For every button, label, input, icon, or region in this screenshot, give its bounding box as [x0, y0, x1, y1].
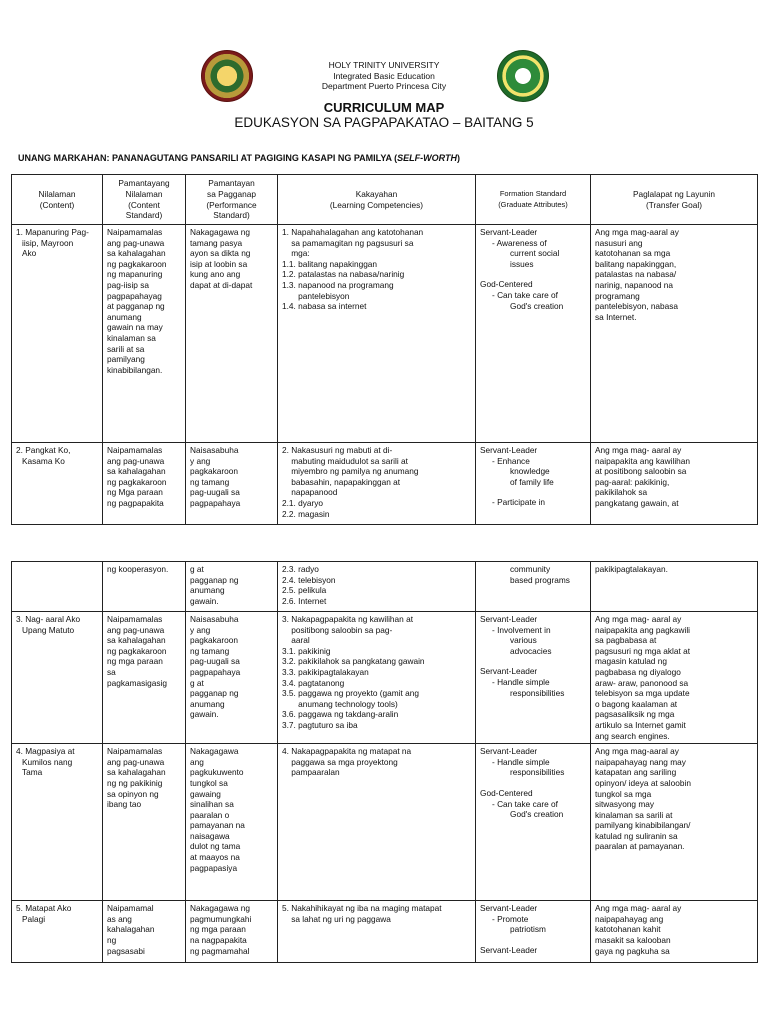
- content-standard-line: sa kahalagahan: [107, 635, 166, 646]
- performance-standard-line: pagpapahaya: [190, 497, 241, 508]
- formation-bullet: of family life: [510, 476, 554, 487]
- school-name: HOLY TRINITY UNIVERSITY: [328, 60, 440, 70]
- col-header-line: Pamantayan: [208, 178, 255, 189]
- formation-heading: God-Centered: [480, 279, 533, 290]
- transfer-line: Ang mga mag- aaral ay: [595, 614, 682, 624]
- content-standard-line: ang pag-unawa: [107, 624, 165, 635]
- content-standard-line: ng pagpapakita: [107, 497, 164, 508]
- content-standard-line: kinalaman sa: [107, 332, 156, 343]
- transfer-line: pagsasaliksik ng mga: [595, 709, 675, 720]
- transfer-line: o bagong kaalaman at: [595, 698, 678, 709]
- formation-bullet: various: [510, 635, 537, 646]
- quarter-heading: [18, 153, 460, 163]
- formation-bullet: - Handle simple: [492, 676, 550, 687]
- performance-standard-line: pagpapasiya: [190, 862, 238, 873]
- school-unit: Integrated Basic Education: [333, 70, 435, 81]
- col-header-line: (Content: [128, 199, 160, 210]
- performance-standard-line: tamang pasya: [190, 237, 243, 248]
- transfer-line: pagbabasa ng diyalogo: [595, 666, 681, 677]
- col-header-content: [12, 175, 103, 225]
- transfer-line: narinig, napanood na: [595, 279, 673, 290]
- transfer-line: paaralan at pamayanan.: [595, 841, 685, 852]
- content-standard-line: sarili at sa: [107, 343, 145, 354]
- content-standard-line: ng mapanuring: [107, 269, 163, 280]
- col-header-line: (Transfer Goal): [646, 199, 702, 210]
- transfer-line: opinyon/ ideya at saloobin: [595, 777, 691, 788]
- formation-bullet: - Can take care of: [492, 798, 558, 809]
- transfer-line: naipapakita ang kawilihan: [595, 455, 691, 466]
- spacer: [480, 487, 586, 497]
- content-standard-line: pag-iisip sa: [107, 279, 149, 290]
- performance-standard-line: anumang: [190, 698, 225, 709]
- performance-standard-line: dulot ng tama: [190, 841, 241, 852]
- performance-standard-line: ayon sa dikta ng: [190, 248, 251, 259]
- performance-standard-line: gawaing: [190, 788, 221, 799]
- competencies-cell: [278, 901, 476, 963]
- col-header-line: (Learning Competencies): [329, 199, 424, 210]
- content-standard-line: ng pagkakaroon: [107, 645, 167, 656]
- table-row: [12, 225, 758, 443]
- formation-bullet: current social: [510, 248, 560, 259]
- content-cell: [12, 225, 103, 443]
- spacer: [480, 935, 586, 945]
- performance-standard-cell: [186, 562, 278, 612]
- performance-standard-line: isip at loobin sa: [190, 258, 248, 269]
- content-line: Palagi: [22, 913, 46, 924]
- transfer-line: gaya ng pagkuha sa: [595, 945, 670, 956]
- formation-bullet: patriotism: [510, 924, 546, 935]
- content-standard-line: ng Mga paraan: [107, 487, 163, 498]
- formation-cell: [476, 612, 591, 744]
- content-standard-line: at pagganap ng: [107, 301, 165, 312]
- content-standard-line: sa kahalagahan: [107, 248, 166, 259]
- transfer-line: kinalaman sa sarili at: [595, 809, 673, 820]
- formation-bullet: - Promote: [492, 913, 529, 924]
- content-standard-line: ibang tao: [107, 799, 142, 810]
- formation-heading: Servant-Leader: [480, 746, 538, 757]
- school-header: [0, 60, 768, 92]
- performance-standard-line: Naisasabuha: [190, 614, 239, 624]
- competency-line: sa lahat ng uri ng paggawa: [282, 913, 391, 924]
- content-standard-line: kahalagahan: [107, 924, 155, 935]
- performance-standard-line: pagganap ng: [190, 574, 239, 585]
- formation-bullet: responsibilities: [510, 767, 565, 778]
- transfer-line: katotohanan sa mga: [595, 248, 671, 259]
- competency-line: 2. Nakasusuri ng mabuti at di-: [282, 445, 393, 455]
- school-location: Department Puerto Princesa City: [321, 81, 447, 91]
- performance-standard-cell: [186, 612, 278, 744]
- competency-line: 1.3. napanood na programang: [282, 279, 394, 290]
- formation-bullet: God's creation: [510, 809, 564, 820]
- quarter-heading-prefix: UNANG MARKAHAN: PANANAGUTANG PANSARILI AT PAGIGING KASAPI NG PAMILYA (: [18, 153, 398, 163]
- formation-heading: Servant-Leader: [480, 944, 538, 955]
- transfer-line: pakikipagtalakayan.: [595, 564, 668, 574]
- quarter-heading-suffix: ): [457, 153, 460, 163]
- competency-line: 2.4. telebisyon: [282, 574, 336, 585]
- content-standard-cell: [103, 612, 186, 744]
- competency-line: 3.5. paggawa ng proyekto (gamit ang: [282, 688, 419, 699]
- competency-line: mabuting maidudulot sa sarili at: [282, 455, 408, 466]
- table-row: [12, 562, 758, 612]
- performance-standard-line: na nagpapakita: [190, 934, 247, 945]
- content-standard-line: ang pag-unawa: [107, 455, 165, 466]
- formation-bullet: God's creation: [510, 300, 564, 311]
- content-standard-line: ng kooperasyon.: [107, 564, 169, 574]
- col-header-formation: [476, 175, 591, 225]
- performance-standard-line: tungkol sa: [190, 777, 228, 788]
- performance-standard-line: ng pagmamahal: [190, 945, 250, 956]
- formation-cell: [476, 562, 591, 612]
- competency-line: 5. Nakahihikayat ng iba na maging matapat: [282, 903, 442, 914]
- competency-line: 3.2. pakikilahok sa pangkatang gawain: [282, 656, 425, 667]
- content-standard-line: ng pagkakaroon: [107, 258, 167, 269]
- content-standard-cell: [103, 901, 186, 963]
- competency-line: 3.7. pagtuturo sa iba: [282, 719, 358, 730]
- formation-line: community: [510, 564, 551, 574]
- competency-line: 4. Nakapagpapakita ng matapat na: [282, 746, 412, 757]
- performance-standard-line: sinalihan sa: [190, 799, 234, 810]
- transfer-line: pagsusuri ng mga aklat at: [595, 645, 691, 656]
- performance-standard-line: Nakagagawa: [190, 746, 239, 757]
- performance-standard-line: pagkakaroon: [190, 635, 238, 646]
- performance-standard-cell: [186, 744, 278, 901]
- content-standard-line: ng: [107, 934, 117, 945]
- transfer-line: pag-aaral: pakikinig,: [595, 476, 670, 487]
- transfer-line: pantelebisyon, nabasa: [595, 301, 679, 312]
- competency-line: 1.1. balitang napakinggan: [282, 258, 378, 269]
- content-standard-line: pagsasabi: [107, 945, 145, 956]
- competency-line: 2.5. pelikula: [282, 585, 327, 596]
- col-header-transfer: [591, 175, 758, 225]
- formation-bullet: - Participate in: [492, 497, 546, 508]
- transfer-line: artikulo sa Internet gamit: [595, 719, 686, 730]
- content-standard-line: sa kahalagahan: [107, 767, 166, 778]
- transfer-line: tungkol sa mga: [595, 788, 652, 799]
- content-cell: [12, 562, 103, 612]
- competency-line: pampaaralan: [282, 767, 340, 778]
- col-header-line: Nilalaman: [125, 188, 163, 199]
- col-header-line: (Content): [39, 199, 75, 210]
- transfer-line: nasusuri ang: [595, 237, 643, 248]
- spacer: [480, 656, 586, 666]
- performance-standard-line: y ang: [190, 624, 211, 635]
- transfer-line: katulad ng suliranin sa: [595, 830, 678, 841]
- spacer: [480, 269, 586, 279]
- content-standard-line: Naipamamalas: [107, 614, 163, 624]
- content-cell: [12, 443, 103, 525]
- col-header-line: Pamantayang: [118, 178, 170, 189]
- performance-standard-line: g at: [190, 564, 204, 574]
- transfer-line: masakit sa kalooban: [595, 934, 671, 945]
- content-line: 1. Mapanuring Pag-: [16, 227, 89, 237]
- content-standard-line: ng mga paraan: [107, 656, 163, 667]
- performance-standard-line: Nakagagawa ng: [190, 227, 250, 237]
- content-standard-line: pagkamasigasig: [107, 677, 167, 688]
- content-standard-line: anumang: [107, 311, 142, 322]
- performance-standard-line: y ang: [190, 455, 211, 466]
- formation-heading: Servant-Leader: [480, 614, 538, 624]
- content-standard-line: ng ng pakikinig: [107, 777, 163, 788]
- document-title: CURRICULUM MAP: [323, 100, 445, 115]
- transfer-goal-cell: [591, 562, 758, 612]
- spacer: [480, 778, 586, 788]
- formation-heading: Servant-Leader: [480, 445, 538, 455]
- performance-standard-line: Nakagagawa ng: [190, 903, 250, 914]
- content-standard-cell: [103, 744, 186, 901]
- performance-standard-cell: [186, 901, 278, 963]
- content-cell: [12, 612, 103, 744]
- competency-line: 1.2. patalastas na nabasa/narinig: [282, 269, 405, 280]
- document-subtitle: EDUKASYON SA PAGPAPAKATAO – BAITANG 5: [234, 115, 534, 130]
- performance-standard-line: g at: [190, 677, 204, 688]
- page-1-rows: [12, 225, 758, 525]
- competency-line: anumang technology tools): [282, 698, 398, 709]
- content-standard-line: pamilyang: [107, 354, 145, 365]
- competency-line: 1. Napahahalagahan ang katotohanan: [282, 227, 424, 237]
- transfer-line: ang search engines.: [595, 730, 670, 741]
- performance-standard-line: pagpapahaya: [190, 666, 241, 677]
- content-line: iisip, Mayroon: [22, 237, 74, 248]
- competencies-cell: [278, 744, 476, 901]
- col-header-line: Standard): [213, 210, 250, 221]
- transfer-line: telebisyon sa mga update: [595, 688, 690, 699]
- col-header-line: Kakayahan: [355, 188, 398, 199]
- content-standard-cell: [103, 443, 186, 525]
- competency-line: babasahin, napapakinggan at: [282, 476, 401, 487]
- content-line: Upang Matuto: [22, 624, 75, 635]
- transfer-line: at positibong saloobin sa: [595, 466, 687, 477]
- formation-heading: God-Centered: [480, 787, 533, 798]
- performance-standard-line: pagganap ng: [190, 688, 239, 699]
- competency-line: paggawa sa mga proyektong: [282, 756, 398, 767]
- competency-line: 2.6. Internet: [282, 595, 327, 606]
- col-header-line: Paglalapat ng Layunin: [632, 188, 716, 199]
- content-standard-line: sa: [107, 666, 116, 677]
- formation-bullet: - Involvement in: [492, 624, 551, 635]
- content-line: 4. Magpasiya at: [16, 746, 75, 757]
- transfer-line: Ang mga mag- aaral ay: [595, 903, 682, 914]
- content-standard-line: sa kahalagahan: [107, 466, 166, 477]
- performance-standard-line: dapat at di-dapat: [190, 279, 253, 290]
- content-cell: [12, 901, 103, 963]
- content-standard-line: ang pag-unawa: [107, 237, 165, 248]
- competency-line: 3.6. paggawa ng takdang-aralin: [282, 709, 399, 720]
- competency-line: sa pamamagitan ng pagsusuri sa: [282, 237, 414, 248]
- performance-standard-cell: [186, 225, 278, 443]
- content-line: Kumilos nang: [22, 756, 73, 767]
- competencies-cell: [278, 562, 476, 612]
- performance-standard-line: kung ano ang: [190, 269, 241, 280]
- transfer-goal-cell: [591, 443, 758, 525]
- performance-standard-line: pag-uugali sa: [190, 656, 240, 667]
- col-header-line: sa Pagganap: [207, 188, 256, 199]
- transfer-line: Ang mga mag-aaral ay: [595, 746, 679, 757]
- transfer-line: pangkatang gawain, at: [595, 497, 679, 508]
- col-header-line: (Performance: [206, 199, 257, 210]
- competencies-cell: [278, 443, 476, 525]
- competency-line: napapanood: [282, 487, 338, 498]
- content-standard-line: Naipamamal: [107, 903, 154, 914]
- content-standard-line: Naipamamalas: [107, 227, 163, 237]
- curriculum-table-page-1: [11, 174, 758, 525]
- performance-standard-line: pamayanan na: [190, 820, 245, 831]
- content-standard-cell: [103, 225, 186, 443]
- content-standard-line: Naipamamalas: [107, 445, 163, 455]
- content-standard-line: as ang: [107, 913, 132, 924]
- performance-standard-line: ng tamang: [190, 476, 230, 487]
- table-row: [12, 443, 758, 525]
- content-standard-line: sa opinyon ng: [107, 788, 159, 799]
- content-standard-line: ang pag-unawa: [107, 756, 165, 767]
- col-header-content-standard: [103, 175, 186, 225]
- table-row: [12, 901, 758, 963]
- performance-standard-line: pagkukuwento: [190, 767, 244, 778]
- transfer-line: balitang napakinggan,: [595, 258, 677, 269]
- competency-line: 1.4. nabasa sa internet: [282, 301, 367, 312]
- content-standard-line: gawain na may: [107, 322, 163, 333]
- formation-cell: [476, 443, 591, 525]
- transfer-line: naipapakita ang pagkawili: [595, 624, 691, 635]
- curriculum-table-page-2: [11, 561, 758, 963]
- transfer-line: sa pagbabasa at: [595, 635, 657, 646]
- content-line: Kasama Ko: [22, 455, 65, 466]
- transfer-line: programang: [595, 290, 640, 301]
- competency-line: pantelebisyon: [282, 290, 350, 301]
- competency-line: 2.2. magasin: [282, 508, 330, 519]
- content-line: 3. Nag- aaral Ako: [16, 614, 81, 624]
- formation-cell: [476, 225, 591, 443]
- competency-line: 3.3. pakikipagtalakayan: [282, 666, 369, 677]
- performance-standard-line: naisagawa: [190, 830, 230, 841]
- competency-line: aaral: [282, 635, 310, 646]
- performance-standard-line: ng mga paraan: [190, 924, 246, 935]
- col-header-line: Nilalaman: [38, 188, 76, 199]
- content-line: 2. Pangkat Ko,: [16, 445, 71, 455]
- performance-standard-line: gawain.: [190, 595, 219, 606]
- performance-standard-line: at maayos na: [190, 852, 240, 863]
- performance-standard-line: pagkakaroon: [190, 466, 238, 477]
- performance-standard-cell: [186, 443, 278, 525]
- competency-line: 2.3. radyo: [282, 564, 319, 574]
- performance-standard-line: Naisasabuha: [190, 445, 239, 455]
- formation-bullet: - Awareness of: [492, 237, 547, 248]
- formation-line: based programs: [510, 574, 570, 585]
- transfer-goal-cell: [591, 744, 758, 901]
- table-row: [12, 612, 758, 744]
- content-standard-cell: [103, 562, 186, 612]
- performance-standard-line: ng tamang: [190, 645, 230, 656]
- formation-bullet: - Handle simple: [492, 756, 550, 767]
- transfer-goal-cell: [591, 225, 758, 443]
- content-line: 5. Matapat Ako: [16, 903, 72, 914]
- transfer-line: Ang mga mag- aaral ay: [595, 445, 682, 455]
- performance-standard-line: pag-uugali sa: [190, 487, 240, 498]
- table-header-row: [12, 175, 758, 225]
- competencies-cell: [278, 225, 476, 443]
- transfer-goal-cell: [591, 612, 758, 744]
- formation-cell: [476, 901, 591, 963]
- transfer-goal-cell: [591, 901, 758, 963]
- competency-line: miyembro ng pamilya ng anumang: [282, 466, 419, 477]
- formation-heading: Servant-Leader: [480, 227, 538, 237]
- formation-bullet: - Enhance: [492, 455, 530, 466]
- transfer-line: Ang mga mag-aaral ay: [595, 227, 679, 237]
- page-2-rows: [12, 562, 758, 963]
- competency-line: 3.4. pagtatanong: [282, 677, 345, 688]
- transfer-line: araw- araw, panonood sa: [595, 677, 689, 688]
- col-header-performance-standard: [186, 175, 278, 225]
- competency-line: positibong saloobin sa pag-: [282, 624, 393, 635]
- competency-line: mga:: [282, 248, 310, 259]
- transfer-line: magasin katulad ng: [595, 656, 667, 667]
- transfer-line: pamilyang kinabibilangan/: [595, 820, 691, 831]
- col-header-line: (Graduate Attributes): [498, 199, 568, 209]
- formation-bullet: responsibilities: [510, 687, 565, 698]
- performance-standard-line: paaralan o: [190, 809, 230, 820]
- content-cell: [12, 744, 103, 901]
- content-standard-line: Naipamamalas: [107, 746, 163, 757]
- competencies-cell: [278, 612, 476, 744]
- col-header-line: Formation Standard: [499, 188, 567, 198]
- formation-bullet: - Can take care of: [492, 289, 558, 300]
- performance-standard-line: ang: [190, 756, 204, 767]
- transfer-line: pakikilahok sa: [595, 487, 648, 498]
- table-row: [12, 744, 758, 901]
- formation-bullet: knowledge: [510, 466, 550, 477]
- competency-line: 3.1. pakikinig: [282, 645, 331, 656]
- transfer-line: patalastas na nabasa/: [595, 269, 677, 280]
- col-header-line: Standard): [125, 210, 163, 221]
- performance-standard-line: pagmumungkahi: [190, 913, 252, 924]
- transfer-line: katapatan ang sariling: [595, 767, 677, 778]
- content-standard-line: kinabibilangan.: [107, 364, 163, 375]
- competency-line: 2.1. dyaryo: [282, 497, 324, 508]
- transfer-line: sitwasyong may: [595, 799, 655, 810]
- content-standard-line: pagpapahayag: [107, 290, 162, 301]
- formation-heading: Servant-Leader: [480, 903, 538, 914]
- transfer-line: naipapahayag nang may: [595, 756, 686, 767]
- content-line: Ako: [22, 248, 37, 259]
- performance-standard-line: anumang: [190, 585, 225, 596]
- formation-bullet: issues: [510, 258, 534, 269]
- quarter-heading-italic: SELF-WORTH: [397, 153, 457, 163]
- col-header-competencies: [278, 175, 476, 225]
- performance-standard-line: gawain.: [190, 709, 219, 720]
- transfer-line: naipapahayag ang: [595, 913, 664, 924]
- formation-bullet: advocacies: [510, 645, 552, 656]
- transfer-line: sa Internet.: [595, 311, 637, 322]
- transfer-line: katotohanan kahit: [595, 924, 661, 935]
- formation-heading: Servant-Leader: [480, 666, 538, 677]
- formation-cell: [476, 744, 591, 901]
- content-line: Tama: [22, 767, 43, 778]
- content-standard-line: ng pagkakaroon: [107, 476, 167, 487]
- competency-line: 3. Nakapagpapakita ng kawilihan at: [282, 614, 413, 624]
